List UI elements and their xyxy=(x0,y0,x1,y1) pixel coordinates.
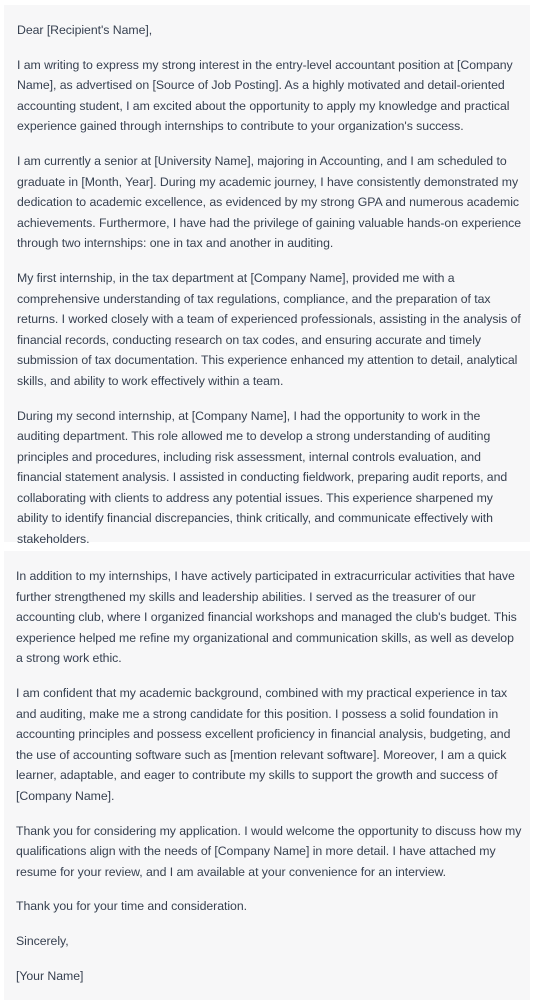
closing: Sincerely, xyxy=(16,933,69,948)
paragraph-thanks: Thank you for considering my application. I would welcome the opportunity to discuss how my qualifications align with the needs of [Company Name] in more detail. I have attached my resume for your review, and I am available at your convenience for an interview. xyxy=(16,823,522,879)
paragraph-education: I am currently a senior at [University Name], majoring in Accounting, and I am scheduled to graduate in [Month, Year]. During my academic journey, I have consistently demonstrated my dedication to academic excellence, as evidenced by my strong GPA and numerous academic achievements. Furthermore, I have had the privilege of gaining valuable hands-on experience through two internships: one in tax and another in auditing. xyxy=(17,153,522,251)
letter-panel-top xyxy=(4,5,530,547)
paragraph-audit-internship: During my second internship, at [Company Name], I had the opportunity to work in the auditing department. This role allowed me to develop a strong understanding of auditing principles and procedures, including risk assessment, internal controls evaluation, and financial statement analysis. I assisted in conducting fieldwork, preparing audit reports, and collaborating with clients to address any potential issues. This experience sharpened my ability to identify financial discrepancies, think critically, and communicate effectively with stakeholders. xyxy=(17,408,508,547)
paragraph-introduction: I am writing to express my strong interest in the entry-level accountant position at [Company Name], as advertised on [Source of Job Posting]. As a highly motivated and detail-oriented accounting student, I am excited about the opportunity to apply my knowledge and practical experience gained through internships to contribute to your organization's success. xyxy=(17,57,513,134)
letter-panel-bottom xyxy=(4,551,530,1000)
salutation: Dear [Recipient's Name], xyxy=(17,23,153,37)
paragraph-qualifications: I am confident that my academic background, combined with my practical experience in tax and auditing, make me a strong candidate for this position. I possess a solid foundation in accounting principles and possess excellent proficiency in financial analysis, budgeting, and the use of accounting software such as [mention relevant software]. Moreover, I am a quick learner, adaptable, and eager to contribute my skills to support the growth and success of [Company Name]. xyxy=(16,685,511,803)
signature: [Your Name] xyxy=(16,968,84,983)
paragraph-final-thanks: Thank you for your time and consideration. xyxy=(16,899,247,914)
paragraph-extracurricular: In addition to my internships, I have actively participated in extracurricular activities that have further strengthened my skills and leadership abilities. I served as the treasurer of our accounting club, where I organized financial workshops and managed the club's budget. This experience helped me refine my organizational and communication skills, as well as develop a strong work ethic. xyxy=(16,569,517,666)
paragraph-tax-internship: My first internship, in the tax department at [Company Name], provided me with a comprehensive understanding of tax regulations, compliance, and the preparation of tax returns. I worked closely with a team of experienced professionals, assisting in the analysis of financial records, conducting research on tax codes, and ensuring accurate and timely submission of tax documentation. This experience enhanced my attention to detail, analytical skills, and ability to work effectively within a team. xyxy=(17,270,521,388)
